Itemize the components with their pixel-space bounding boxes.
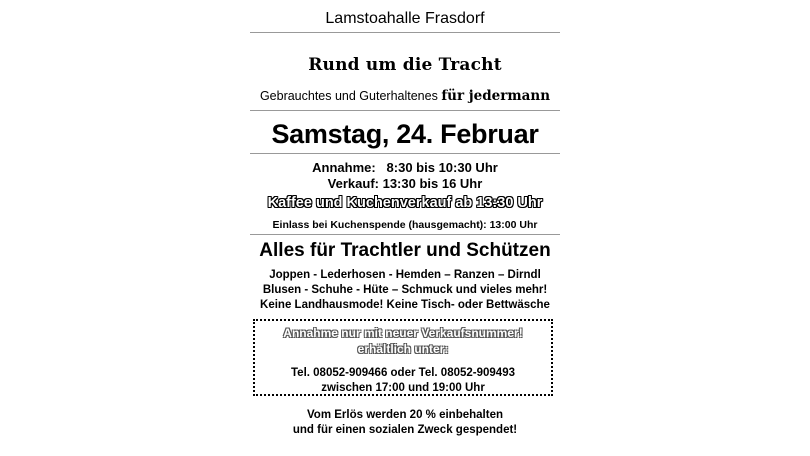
subtitle-fancy: für jedermann: [441, 88, 551, 104]
box-line2: erhältlich unter:: [357, 342, 449, 356]
list-item: Blusen - Schuhe - Hüte – Schmuck und vieles mehr!: [262, 284, 548, 296]
box-contact: [255, 366, 551, 396]
footer-line1: [250, 408, 560, 423]
list-item: Joppen - Lederhosen - Hemden – Ranzen – Dirndl: [269, 269, 541, 281]
footer-text: einbehalten: [439, 409, 503, 421]
annahme-time: Annahme: 8:30 bis 10:30 Uhr: [312, 160, 498, 175]
footer-line2: und für einen sozialen Zweck gespendet!: [292, 424, 518, 436]
footer-percent: 20 %: [409, 409, 436, 421]
contact-box: [253, 319, 553, 396]
einlass-notice: Einlass bei Kuchenspende (hausgemacht): 13:00 Uhr: [272, 219, 538, 231]
headline: Alles für Trachtler und Schützen: [259, 240, 551, 261]
divider: [250, 234, 560, 235]
event-date: Samstag, 24. Februar: [271, 119, 539, 149]
opening-times: [250, 160, 560, 192]
list-item: Keine Landhausmode! Keine Tisch- oder Bettwäsche: [260, 299, 550, 311]
footer-note: [250, 408, 560, 438]
items-list: [250, 268, 560, 313]
call-hours: zwischen 17:00 und 19:00 Uhr: [321, 382, 485, 394]
box-line1: Annahme nur mit neuer Verkaufsnummer!: [283, 326, 523, 340]
event-title: Rund um die Tracht: [308, 55, 502, 75]
footer-text: Vom Erlös werden: [306, 409, 407, 421]
venue-title: Lamstoahalle Frasdorf: [325, 10, 485, 27]
divider: [250, 153, 560, 154]
verkauf-time: Verkauf: 13:30 bis 16 Uhr: [327, 176, 483, 191]
divider: [250, 32, 560, 33]
kaffee-notice: Kaffee und Kuchenverkauf ab 13:30 Uhr: [267, 195, 543, 211]
divider: [250, 110, 560, 111]
subtitle: [250, 88, 560, 104]
box-heading: [255, 325, 551, 357]
subtitle-plain: Gebrauchtes und Guterhaltenes: [259, 89, 438, 103]
phone-numbers: Tel. 08052-909466 oder Tel. 08052-909493: [291, 367, 515, 379]
